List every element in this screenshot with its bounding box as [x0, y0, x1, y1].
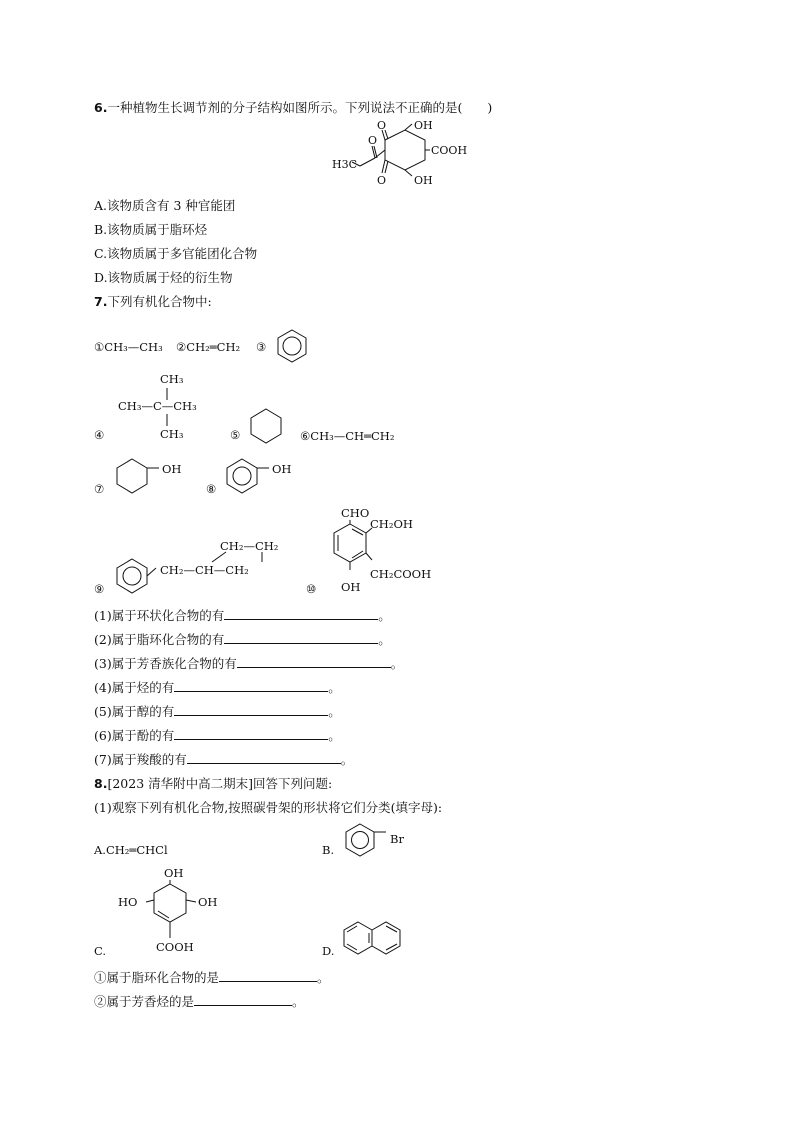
- q6-oh-top: OH: [414, 119, 433, 132]
- q7-c8-oh: OH: [272, 462, 292, 476]
- q8-stem-line: [94, 774, 332, 792]
- q6-oh-bottom: OH: [414, 174, 433, 187]
- q6-option-d: D.该物质属于烃的衍生物: [94, 270, 233, 285]
- q7-part-2: [94, 630, 391, 648]
- q6-option-a: A.该物质含有 3 种官能团: [94, 198, 236, 213]
- q7-part-5-blank[interactable]: [174, 703, 328, 716]
- q8-answer-2: [94, 992, 305, 1010]
- q7-compound-3-label: ③: [256, 340, 267, 354]
- q7-part-4-label: (4)属于烃的有: [94, 680, 175, 695]
- q7-compound-8-label: ⑧: [206, 482, 217, 496]
- q7-stem: 下列有机化合物中:: [107, 294, 212, 309]
- q7-part-6: [94, 726, 341, 744]
- q8-answer-1-blank[interactable]: [219, 969, 317, 982]
- q8-option-a: A.CH₂═CHCl: [94, 843, 168, 857]
- q7-part-6-label: (6)属于酚的有: [94, 728, 175, 743]
- q7-c10-ch2oh: CH₂OH: [370, 517, 413, 531]
- q7-c9-top: CH₂—CH₂: [220, 539, 279, 553]
- q8-answer-1: [94, 968, 330, 986]
- q8-number: 8.: [94, 776, 108, 791]
- q8-c-ho: HO: [118, 895, 138, 909]
- q7-part-1: [94, 606, 391, 624]
- q7-c4-ch3-bottom: CH₃: [160, 427, 184, 441]
- q7-c7-oh: OH: [162, 462, 182, 476]
- q7-part-3-end: 。: [390, 656, 404, 671]
- q7-part-1-label: (1)属于环状化合物的有: [94, 608, 225, 623]
- q8-shikimic-acid: [140, 880, 200, 942]
- q8-answer-2-label: ②属于芳香烃的是: [94, 994, 195, 1009]
- q6-h3c: H3C: [332, 158, 358, 171]
- q7-compound-1: ①CH₃—CH₃: [94, 340, 163, 354]
- q8-option-c-label: C.: [94, 944, 107, 958]
- q6-option-b: B.该物质属于脂环烃: [94, 222, 208, 237]
- q8-option-d-label: D.: [322, 944, 335, 958]
- q7-part-5: [94, 702, 341, 720]
- q7-part-5-label: (5)属于醇的有: [94, 704, 175, 719]
- q7-compound-5-label: ⑤: [230, 428, 241, 442]
- q7-part-3-label: (3)属于芳香族化合物的有: [94, 656, 237, 671]
- q7-c10-ring: [320, 520, 380, 580]
- q7-compound-2: ②CH₂═CH₂: [176, 340, 241, 354]
- q6-number: 6.: [94, 100, 108, 115]
- q6-o-top: O: [377, 119, 387, 132]
- q7-part-7: [94, 750, 353, 768]
- q8-c-oh-right: OH: [198, 895, 218, 909]
- q7-part-2-label: (2)属于脂环化合物的有: [94, 632, 225, 647]
- q7-part-4: [94, 678, 341, 696]
- q7-part-2-end: 。: [378, 632, 391, 647]
- q7-part-4-blank[interactable]: [174, 679, 328, 692]
- q7-part-3-blank[interactable]: [237, 655, 391, 668]
- q7-part-5-end: 。: [328, 704, 341, 719]
- q6-side-o: O: [368, 134, 378, 147]
- q7-part-4-end: 。: [328, 680, 341, 695]
- q8-sub1: (1)观察下列有机化合物,按照碳骨架的形状将它们分类(填字母):: [94, 800, 443, 815]
- q7-part-7-blank[interactable]: [187, 751, 341, 764]
- q8-c-cooh: COOH: [156, 940, 194, 954]
- q7-part-1-blank[interactable]: [224, 607, 378, 620]
- q7-c10-ch2cooh: CH₂COOH: [370, 567, 432, 581]
- q7-compound-6: ⑥CH₃—CH═CH₂: [300, 429, 395, 443]
- q7-compound-9-label: ⑨: [94, 582, 105, 596]
- q6-stem: 一种植物生长调节剂的分子结构如图所示。下列说法不正确的是( ): [107, 100, 493, 115]
- q8-stem: [2023 清华附中高二期末]回答下列问题:: [107, 776, 333, 791]
- q7-part-7-end: 。: [340, 752, 354, 767]
- q7-compound-10-label: ⑩: [306, 582, 317, 596]
- q7-part-7-label: (7)属于羧酸的有: [94, 752, 187, 767]
- q8-answer-1-label: ①属于脂环化合物的是: [94, 970, 220, 985]
- q7-part-2-blank[interactable]: [224, 631, 378, 644]
- q8-bromobenzene: [342, 822, 392, 858]
- q8-answer-1-end: 。: [317, 970, 330, 985]
- q6-o-bottom: O: [377, 174, 387, 187]
- q7-part-3: [94, 654, 403, 672]
- q7-compound-7-label: ⑦: [94, 482, 105, 496]
- q7-c4-ch3-top: CH₃: [160, 372, 184, 386]
- q8-answer-2-blank[interactable]: [194, 993, 292, 1006]
- q7-part-1-end: 。: [378, 608, 391, 623]
- q7-c10-oh: OH: [341, 580, 361, 594]
- q7-part-6-blank[interactable]: [174, 727, 328, 740]
- q8-option-b-label: B.: [322, 843, 335, 857]
- q7-part-6-end: 。: [328, 728, 341, 743]
- q8-answer-2-end: 。: [292, 994, 305, 1009]
- q8-c-oh-top: OH: [164, 866, 184, 880]
- q7-c10-cho: CHO: [341, 506, 370, 520]
- q7-number: 7.: [94, 294, 108, 309]
- q7-c4-chain: CH₃—C—CH₃: [118, 399, 197, 413]
- q6-cooh: COOH: [431, 144, 468, 157]
- q6-option-c: C.该物质属于多官能团化合物: [94, 246, 258, 261]
- q8-b-br: Br: [390, 832, 404, 846]
- q7-c9-chain: CH₂—CH—CH₂: [160, 563, 249, 577]
- q7-compound-4-label: ④: [94, 428, 105, 442]
- q8-naphthalene: [342, 920, 406, 956]
